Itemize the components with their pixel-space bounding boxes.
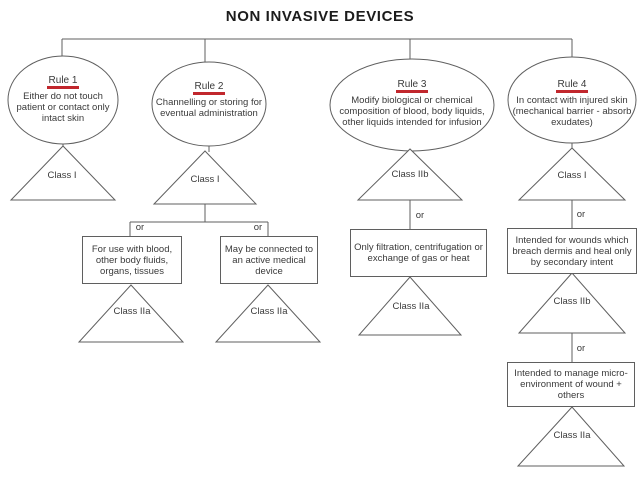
rule2-description: Channelling or storing for eventual administration xyxy=(155,97,263,119)
rule4-node xyxy=(508,74,636,128)
rule2-node xyxy=(154,76,264,119)
or-label-rule4-first: or xyxy=(576,209,586,220)
rule1-label: Rule 1 xyxy=(47,75,80,89)
rule3-filtration-class-label: Class IIa xyxy=(392,301,430,312)
rule4-description: In contact with injured skin (mechanical barrier - absorb exudates) xyxy=(512,95,632,128)
rule1-description: Either do not touch patient or contact only intact skin xyxy=(16,91,110,124)
rule3-description: Modify biological or chemical composition of blood, body liquids, other liquids intended for infusion xyxy=(339,95,485,128)
rule4-micro-class-label: Class IIa xyxy=(553,430,591,441)
rule4-wounds-class-label: Class IIb xyxy=(553,296,591,307)
rule3-label: Rule 3 xyxy=(396,79,429,93)
rule2-active-condition-box: May be connected to an active medical device xyxy=(220,236,318,284)
rule2-active-class-label: Class IIa xyxy=(250,306,288,317)
or-label-rule4-second: or xyxy=(576,343,586,354)
rule3-filtration-condition-box: Only filtration, centrifugation or exchange of gas or heat xyxy=(350,229,487,277)
rule4-label: Rule 4 xyxy=(556,79,589,93)
or-label-rule2-right: or xyxy=(253,222,263,233)
rule1-node xyxy=(8,70,118,124)
rule4-wounds-condition-box: Intended for wounds which breach dermis and heal only by secondary intent xyxy=(507,228,637,274)
rule2-label: Rule 2 xyxy=(193,81,226,95)
page-title: NON INVASIVE DEVICES xyxy=(225,8,415,25)
rule1-class-label: Class I xyxy=(47,170,77,181)
rule2-class-label: Class I xyxy=(190,174,220,185)
rule2-blood-condition-box: For use with blood, other body fluids, organs, tissues xyxy=(82,236,182,284)
rule2-blood-class-label: Class IIa xyxy=(113,306,151,317)
or-label-rule3: or xyxy=(415,210,425,221)
rule4-micro-condition-box: Intended to manage micro-environment of wound + others xyxy=(507,362,635,407)
rule3-class-label: Class IIb xyxy=(391,169,429,180)
rule3-node xyxy=(334,74,490,128)
or-label-rule2-left: or xyxy=(135,222,145,233)
rule4-class-label: Class I xyxy=(557,170,587,181)
